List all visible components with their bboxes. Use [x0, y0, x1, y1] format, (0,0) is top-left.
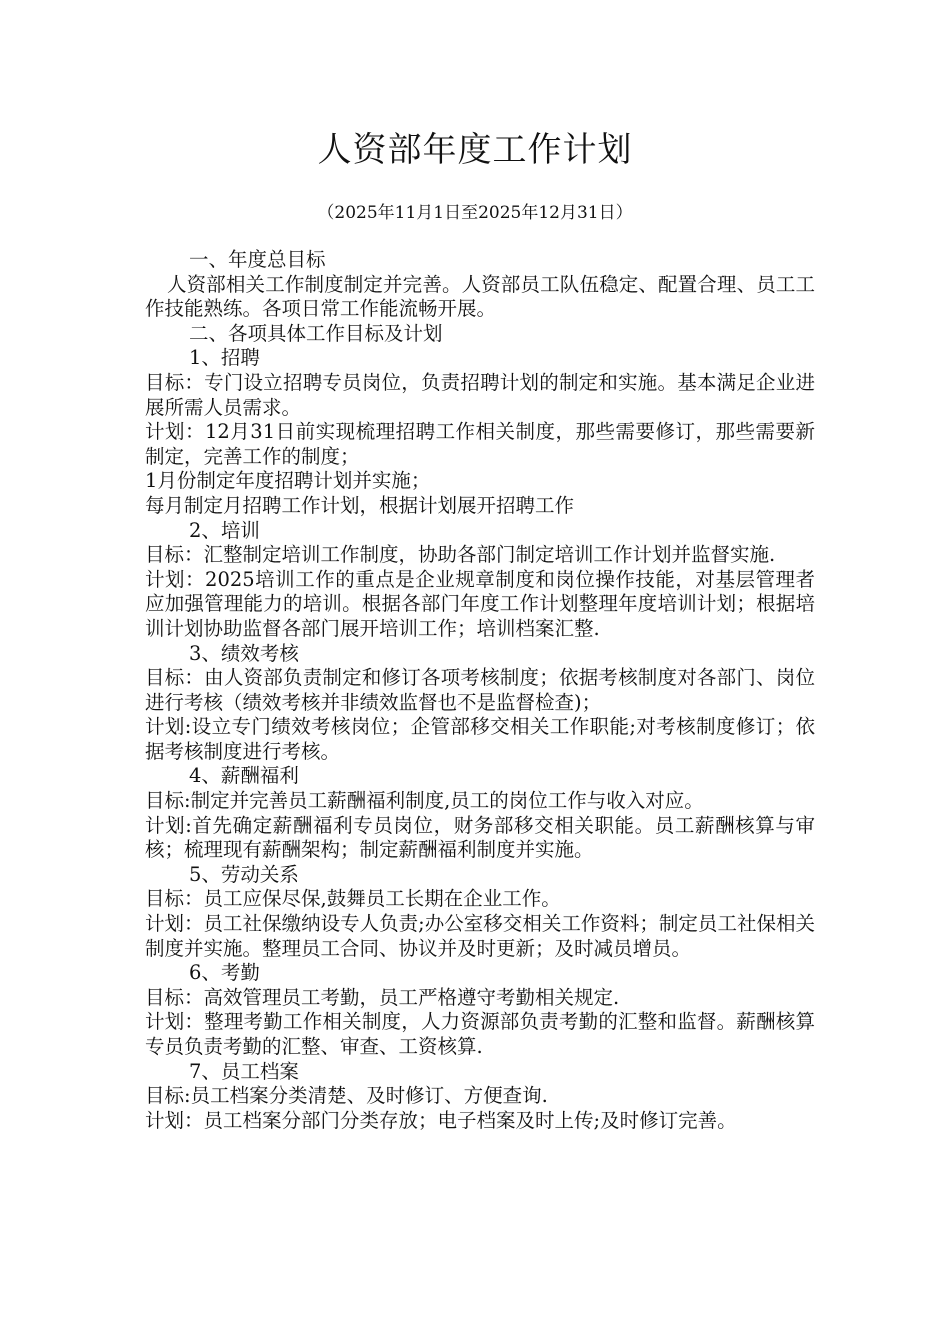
item-heading: 4、薪酬福利: [189, 764, 299, 788]
paragraph: 计划：整理考勤工作相关制度，人力资源部负责考勤的汇整和监督。薪酬核算专员负责考勤的汇整、审查、工资核算.: [145, 1010, 815, 1058]
paragraph: 计划:首先确定薪酬福利专员岗位，财务部移交相关职能。员工薪酬核算与审核；梳理现有薪酬架构；制定薪酬福利制度并实施。: [145, 813, 815, 862]
item-heading: 6、考勤: [189, 961, 260, 985]
document-title: 人资部年度工作计划: [317, 130, 633, 170]
item-heading: 1、招聘: [189, 346, 260, 370]
paragraph: 1月份制定年度招聘计划并实施；: [145, 469, 431, 493]
paragraph: 目标：专门设立招聘专员岗位，负责招聘计划的制定和实施。基本满足企业进展所需人员需求。: [145, 370, 815, 419]
paragraph: 计划：2025培训工作的重点是企业规章制度和岗位操作技能，对基层管理者应加强管理能力的培训。根据各部门年度工作计划整理年度培训计划；根据培训计划协助监督各部门展开培训工作；培训档案汇整.: [145, 567, 815, 640]
paragraph: 目标：高效管理员工考勤，员工严格遵守考勤相关规定.: [145, 985, 620, 1009]
document-date-range: （2025年11月1日至2025年12月31日）: [317, 203, 633, 223]
paragraph: 每月制定月招聘工作计划，根据计划展开招聘工作: [145, 493, 575, 517]
paragraph: 目标：员工应保尽保,鼓舞员工长期在企业工作。: [145, 887, 561, 911]
item-heading: 7、员工档案: [189, 1059, 299, 1083]
paragraph: 计划：12月31日前实现梳理招聘工作相关制度，那些需要修订，那些需要新制定，完善工作的制度；: [145, 420, 815, 468]
paragraph: 目标：汇整制定培训工作制度，协助各部门制定培训工作计划并监督实施.: [145, 543, 776, 567]
item-heading: 2、培训: [189, 518, 260, 542]
paragraph: 目标：由人资部负责制定和修订各项考核制度；依据考核制度对各部门、岗位进行考核（绩效考核并非绩效监督也不是监督检查)；: [145, 666, 815, 714]
section-heading: 一、年度总目标: [189, 248, 326, 271]
paragraph: 计划：员工档案分部门分类存放；电子档案及时上传;及时修订完善。: [145, 1108, 737, 1132]
paragraph: 计划：员工社保缴纳设专人负责;办公室移交相关工作资料；制定员工社保相关制度并实施。整理员工合同、协议并及时更新；及时减员增员。: [145, 912, 815, 960]
paragraph: 人资部相关工作制度制定并完善。人资部员工队伍稳定、配置合理、员工工作技能熟练。各项日常工作能流畅开展。: [145, 272, 815, 321]
paragraph: 目标:制定并完善员工薪酬福利制度,员工的岗位工作与收入对应。: [145, 789, 704, 813]
item-heading: 5、劳动关系: [189, 862, 299, 886]
document-body: [145, 248, 815, 1133]
paragraph: 目标:员工档案分类清楚、及时修订、方便查询.: [145, 1084, 548, 1108]
paragraph: 计划:设立专门绩效考核岗位；企管部移交相关工作职能;对考核制度修订；依据考核制度进行考核。: [145, 715, 815, 763]
item-heading: 3、绩效考核: [189, 641, 299, 665]
section-heading: 二、各项具体工作目标及计划: [189, 321, 443, 345]
